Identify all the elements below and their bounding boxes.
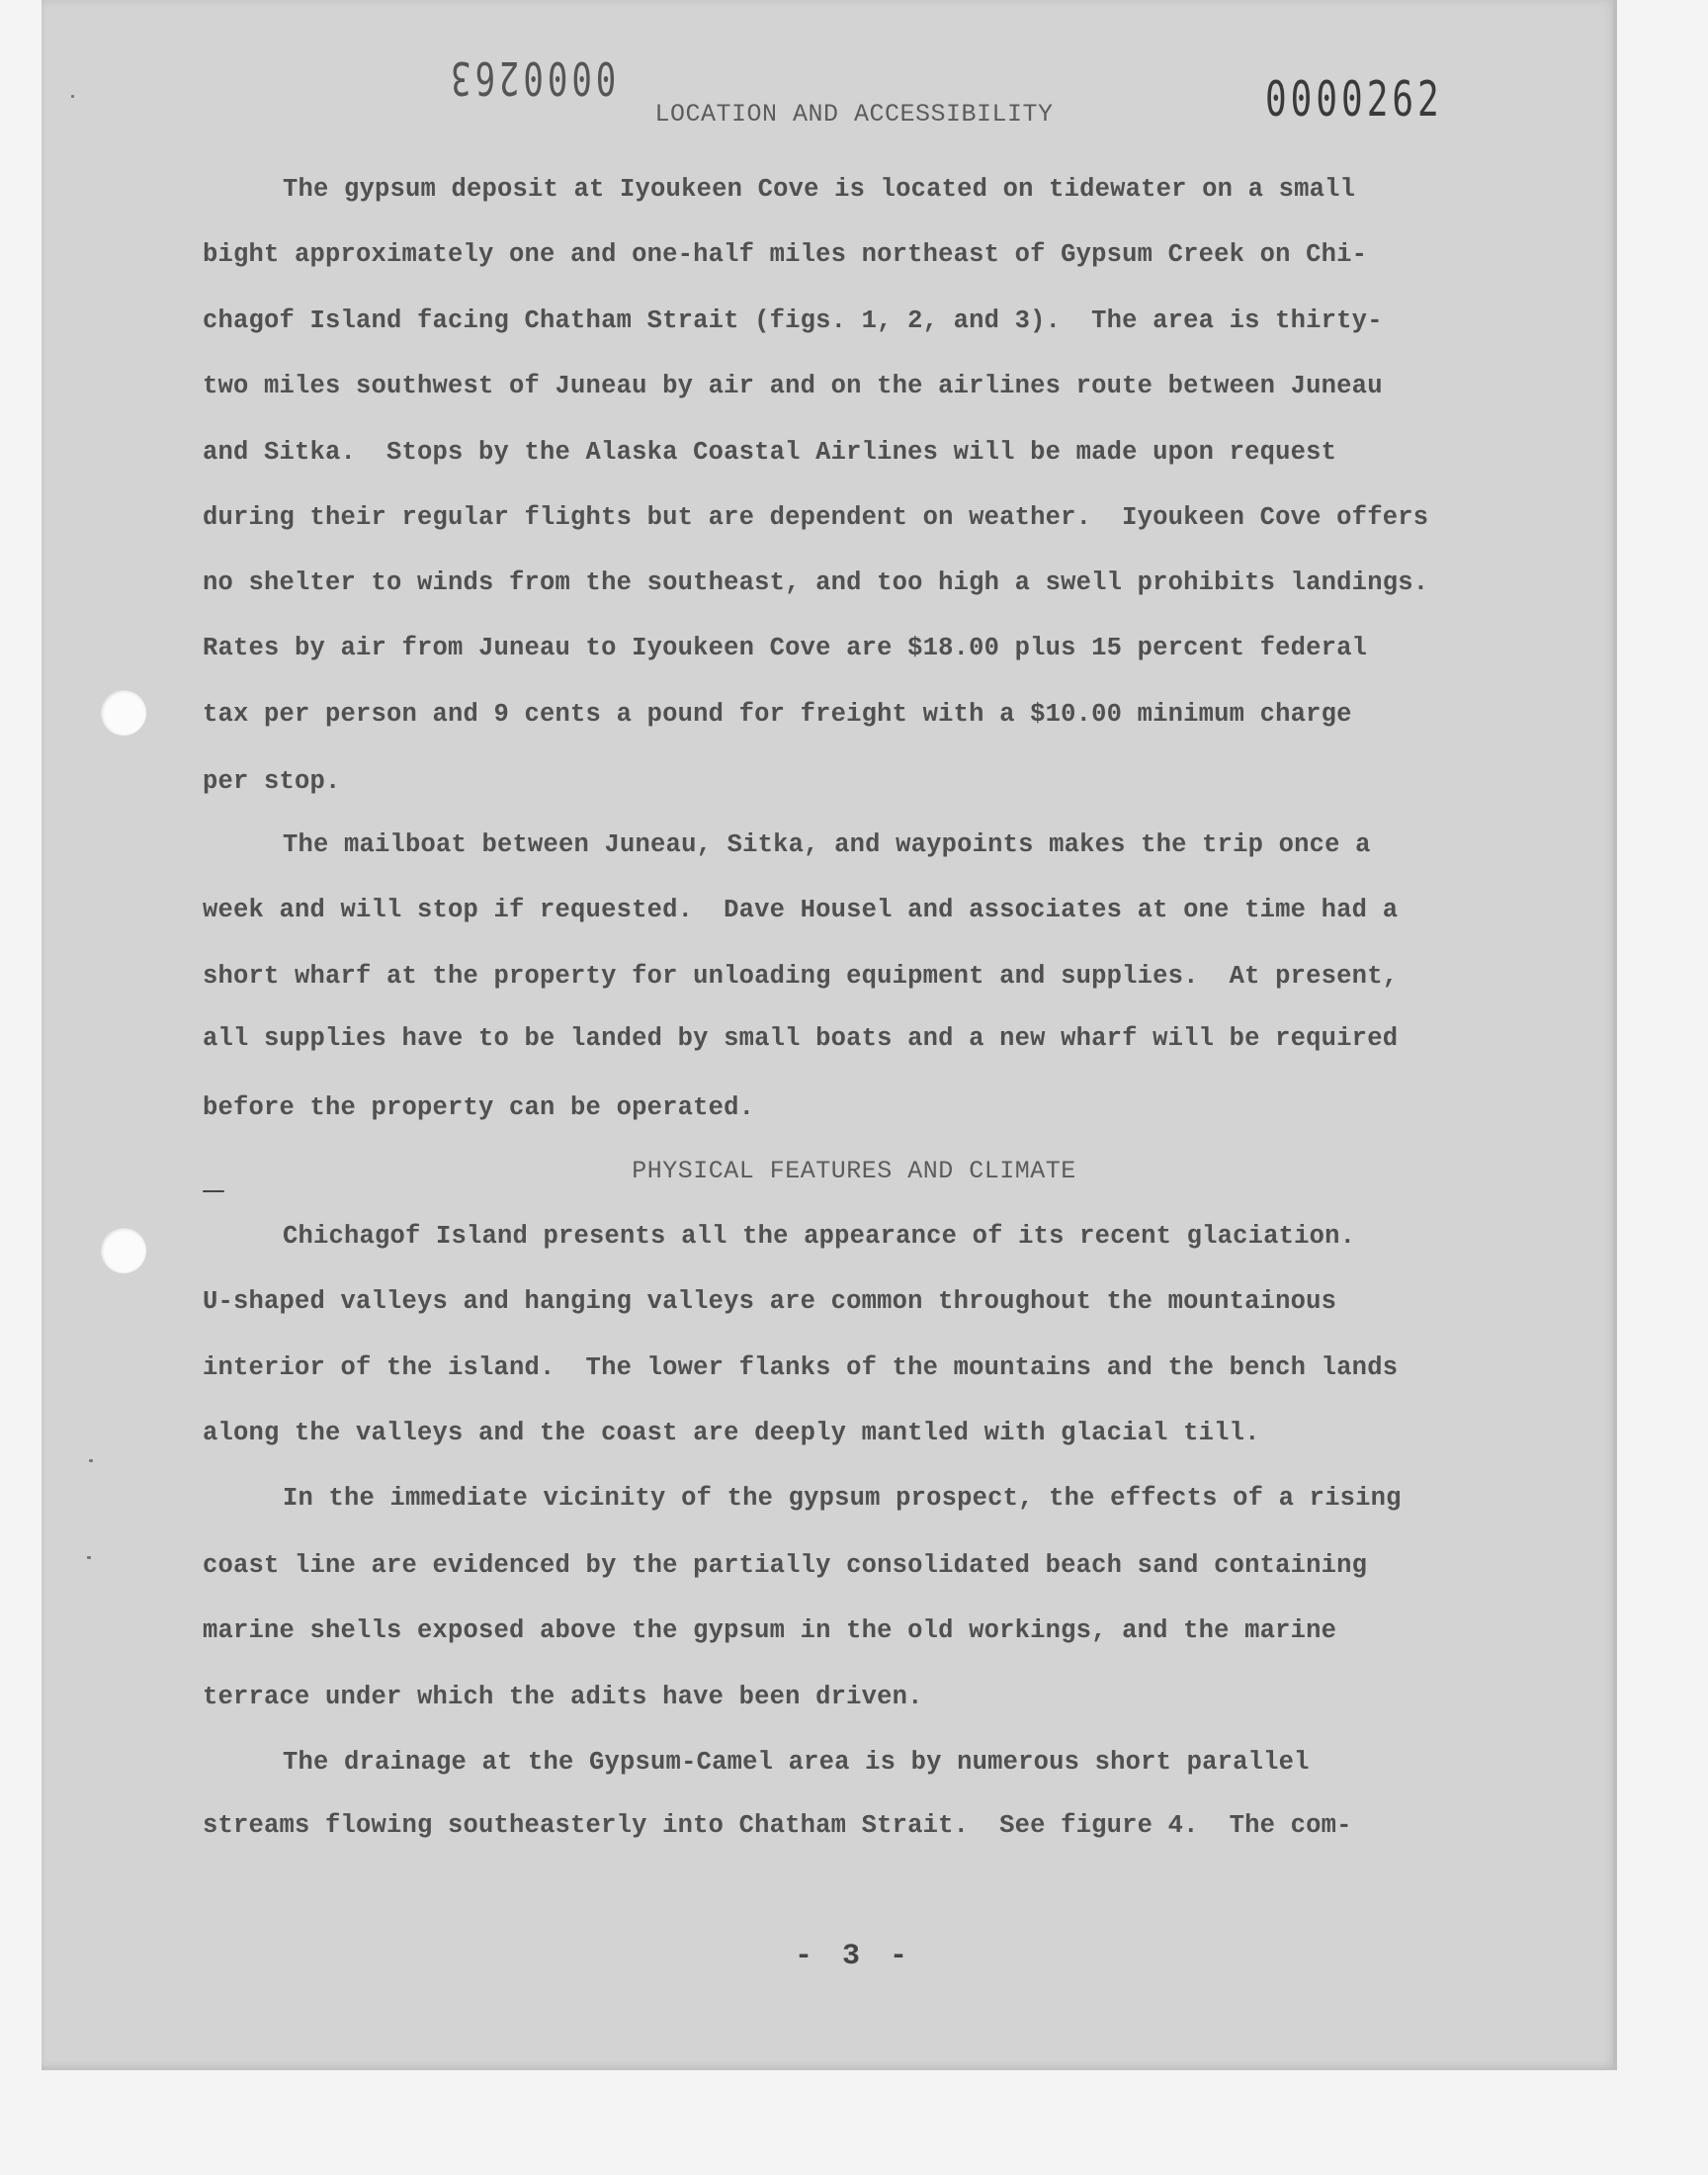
text-line: tax per person and 9 cents a pound for freight with a $10.00 minimum charge: [203, 700, 1352, 729]
text-line: Rates by air from Juneau to Iyoukeen Cove are $18.00 plus 15 percent federal: [203, 634, 1368, 662]
scan-speck: [71, 95, 74, 98]
punch-hole: [101, 690, 146, 736]
page-number: - 3 -: [794, 1940, 913, 1973]
text-line: U-shaped valleys and hanging valleys are common throughout the mountainous: [203, 1287, 1337, 1316]
text-line: Chichagof Island presents all the appearance of its recent glaciation.: [283, 1222, 1356, 1251]
text-line: all supplies have to be landed by small boats and a new wharf will be required: [203, 1024, 1399, 1053]
section-heading-location: LOCATION AND ACCESSIBILITY: [654, 100, 1054, 129]
text-line: marine shells exposed above the gypsum in the old workings, and the marine: [203, 1616, 1337, 1645]
text-line: interior of the island. The lower flanks of the mountains and the bench lands: [203, 1353, 1399, 1382]
upside-down-page-stamp: 0000263: [447, 50, 617, 104]
page-id-stamp: 0000262: [1265, 73, 1443, 129]
text-line: In the immediate vicinity of the gypsum prospect, the effects of a rising: [283, 1484, 1402, 1513]
scan-speck: [87, 1556, 91, 1559]
text-line: during their regular flights but are dependent on weather. Iyoukeen Cove offers: [203, 503, 1429, 532]
text-line: no shelter to winds from the southeast, and too high a swell prohibits landings.: [203, 568, 1429, 597]
pencil-mark: [203, 1190, 224, 1192]
page-edge: [1613, 0, 1617, 2070]
text-line: and Sitka. Stops by the Alaska Coastal Airlines will be made upon request: [203, 438, 1337, 467]
text-line: short wharf at the property for unloading equipment and supplies. At present,: [203, 962, 1399, 991]
text-line: two miles southwest of Juneau by air and on the airlines route between Juneau: [203, 372, 1383, 400]
scan-speck: [89, 1459, 93, 1462]
text-line: The gypsum deposit at Iyoukeen Cove is located on tidewater on a small: [283, 175, 1356, 204]
text-line: along the valleys and the coast are deeply mantled with glacial till.: [203, 1419, 1260, 1447]
text-line: before the property can be operated.: [203, 1093, 755, 1122]
text-line: terrace under which the adits have been driven.: [203, 1683, 923, 1711]
text-line: streams flowing southeasterly into Chatham Strait. See figure 4. The com-: [203, 1811, 1352, 1840]
text-line: chagof Island facing Chatham Strait (figs. 1, 2, and 3). The area is thirty-: [203, 306, 1383, 335]
text-line: The drainage at the Gypsum-Camel area is by numerous short parallel: [283, 1748, 1310, 1777]
punch-hole: [101, 1228, 146, 1273]
section-heading-physical: PHYSICAL FEATURES AND CLIMATE: [632, 1157, 1076, 1185]
text-line: coast line are evidenced by the partially consolidated beach sand containing: [203, 1551, 1368, 1580]
text-line: The mailboat between Juneau, Sitka, and waypoints makes the trip once a: [283, 830, 1371, 859]
text-line: week and will stop if requested. Dave Housel and associates at one time had a: [203, 896, 1399, 924]
text-line: bight approximately one and one-half miles northeast of Gypsum Creek on Chi-: [203, 240, 1368, 269]
text-line: per stop.: [203, 767, 341, 796]
